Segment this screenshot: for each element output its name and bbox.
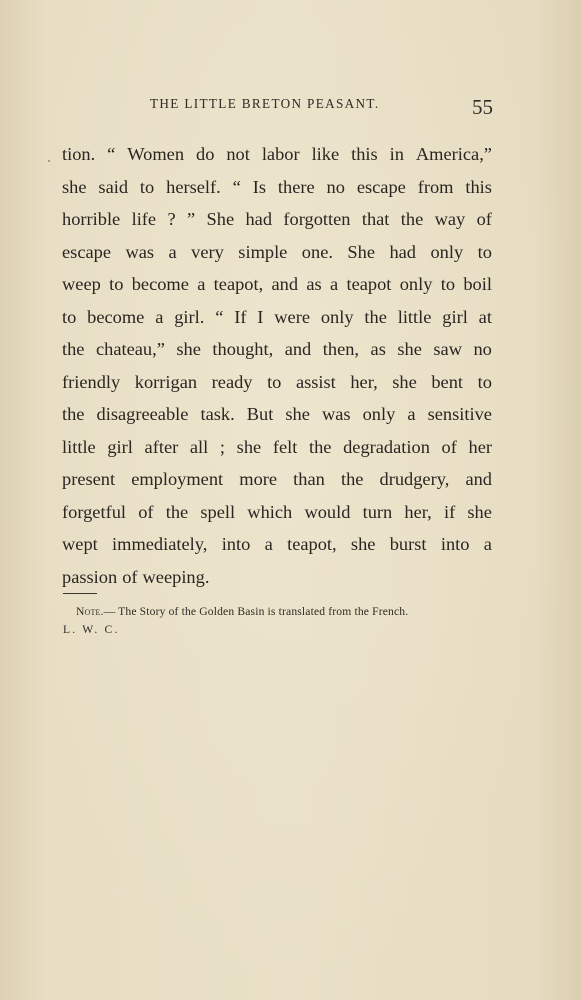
word: only	[399, 274, 433, 294]
text-line	[62, 203, 492, 236]
word: immediately,	[112, 534, 208, 554]
page-number: 55	[472, 95, 493, 119]
word: the	[165, 501, 189, 522]
word: sensitive	[427, 404, 492, 424]
word: of	[476, 209, 492, 229]
word: only	[430, 241, 464, 262]
word: girl	[442, 306, 468, 327]
footnote-text: — The Story of the Golden Basin is translated from the French.	[103, 605, 409, 618]
word: tion.	[62, 144, 96, 164]
word: than	[293, 469, 325, 489]
word: “	[215, 306, 224, 327]
word: all	[189, 436, 209, 457]
word: and	[284, 339, 312, 359]
word: a	[330, 274, 339, 294]
word: her,	[350, 371, 378, 392]
word: escape	[356, 176, 406, 197]
word: felt	[272, 436, 298, 457]
word: of	[122, 566, 138, 587]
word: to	[477, 241, 492, 262]
word: turn	[362, 501, 393, 522]
word: she	[285, 404, 310, 424]
word: to	[477, 371, 492, 392]
word: chateau,”	[95, 339, 165, 359]
word: horrible	[62, 209, 121, 229]
text-line	[62, 301, 492, 334]
word: burst	[389, 534, 427, 554]
footnote-label: Note.	[76, 605, 104, 618]
word: in	[389, 144, 404, 164]
word: there	[277, 176, 315, 197]
word: She	[347, 241, 375, 262]
word: bent	[431, 371, 464, 392]
word: the	[62, 339, 85, 359]
word: the	[62, 404, 85, 424]
word: ”	[186, 209, 196, 229]
word: she	[176, 339, 201, 359]
word: thought,	[212, 339, 274, 359]
word: had	[245, 209, 273, 229]
word: “	[232, 176, 241, 197]
word: a	[197, 274, 206, 294]
word: forgotten	[283, 209, 351, 229]
footnote	[76, 603, 496, 621]
word: had	[389, 241, 417, 262]
word: only	[362, 404, 396, 424]
word: like	[311, 144, 340, 164]
word: she	[236, 436, 262, 457]
text-line	[62, 171, 492, 204]
word: into	[440, 534, 470, 554]
word: ;	[219, 436, 226, 457]
footnote-signature: L. W. C.	[63, 623, 120, 636]
word: a	[264, 534, 273, 554]
word: of	[138, 501, 154, 522]
word: “	[107, 144, 116, 164]
word: one.	[301, 241, 333, 262]
word: drudgery,	[379, 469, 450, 489]
word: from	[417, 176, 454, 197]
word: saw	[433, 339, 462, 359]
text-line	[62, 561, 492, 594]
word: become	[131, 274, 189, 294]
text-line	[62, 431, 492, 464]
word: forgetful	[62, 501, 127, 522]
word: to	[440, 274, 456, 294]
word: were	[274, 306, 310, 327]
word: herself.	[166, 176, 221, 197]
word: disagreeable	[96, 404, 189, 424]
word: her,	[404, 501, 432, 522]
word: not	[226, 144, 250, 164]
word: teapot,	[287, 534, 337, 554]
word: little	[62, 436, 96, 457]
word: and	[465, 469, 492, 489]
word: present	[62, 469, 116, 489]
word: the	[308, 436, 332, 457]
word: no	[326, 176, 345, 197]
word: this	[351, 144, 378, 164]
word: and	[271, 274, 299, 294]
word: her	[468, 436, 492, 457]
word: to	[109, 274, 124, 294]
word: the	[400, 209, 424, 229]
word: no	[473, 339, 492, 359]
word: But	[246, 404, 274, 424]
word: the	[364, 306, 387, 327]
text-line	[62, 496, 492, 529]
word: degradation	[343, 436, 430, 457]
word: simple	[238, 241, 288, 262]
word: only	[320, 306, 354, 327]
word: very	[191, 241, 224, 262]
word: ?	[167, 209, 176, 229]
word: she	[397, 339, 422, 359]
word: assist	[295, 371, 336, 392]
word: she	[392, 371, 417, 392]
word: America,”	[415, 144, 492, 164]
word: was	[125, 241, 155, 262]
word: passion	[62, 566, 118, 587]
word: girl	[107, 436, 133, 457]
word: a	[483, 534, 492, 554]
word: as	[306, 274, 322, 294]
text-line	[62, 268, 492, 301]
running-head: THE LITTLE BRETON PEASANT.	[150, 96, 380, 111]
word: more	[239, 469, 278, 489]
word: said	[98, 176, 129, 197]
text-line	[62, 528, 492, 561]
word: she	[467, 501, 492, 522]
word: teapot,	[213, 274, 264, 294]
word: become	[87, 306, 145, 327]
text-line	[62, 463, 492, 496]
text-line	[62, 236, 492, 269]
word: If	[234, 306, 247, 327]
word: Is	[252, 176, 266, 197]
word: the	[340, 469, 364, 489]
word: then,	[322, 339, 360, 359]
word: she	[62, 176, 87, 197]
word: a	[407, 404, 416, 424]
text-line	[62, 138, 492, 171]
word: at	[478, 306, 492, 327]
word: would	[304, 501, 351, 522]
word: labor	[261, 144, 300, 164]
word: She	[206, 209, 235, 229]
word: that	[361, 209, 390, 229]
word: a	[168, 241, 177, 262]
word: I	[257, 306, 264, 327]
word: this	[465, 176, 492, 197]
word: was	[321, 404, 351, 424]
word: a	[155, 306, 164, 327]
word: employment	[131, 469, 224, 489]
word: way	[434, 209, 466, 229]
word: task.	[200, 404, 235, 424]
footnote-rule	[63, 593, 97, 594]
word: spell	[200, 501, 236, 522]
word: to	[139, 176, 155, 197]
ink-speck	[48, 160, 50, 162]
text-line	[62, 366, 492, 399]
word: wept	[62, 534, 98, 554]
word: of	[441, 436, 457, 457]
word: as	[370, 339, 386, 359]
word: little	[397, 306, 432, 327]
word: which	[247, 501, 293, 522]
word: weeping.	[142, 566, 210, 587]
word: teapot	[346, 274, 392, 294]
word: she	[350, 534, 376, 554]
word: weep	[62, 274, 101, 294]
word: into	[221, 534, 251, 554]
word: boil	[463, 274, 492, 294]
body-text	[62, 138, 492, 593]
word: to	[267, 371, 282, 392]
word: do	[196, 144, 215, 164]
word: korrigan	[134, 371, 198, 392]
word: friendly	[62, 371, 121, 392]
text-line	[62, 333, 492, 366]
word: Women	[127, 144, 185, 164]
word: ready	[211, 371, 253, 392]
word: if	[443, 501, 456, 522]
word: escape	[62, 241, 112, 262]
word: to	[62, 306, 77, 327]
word: girl.	[174, 306, 205, 327]
word: life	[131, 209, 157, 229]
word: after	[144, 436, 179, 457]
text-line	[62, 398, 492, 431]
